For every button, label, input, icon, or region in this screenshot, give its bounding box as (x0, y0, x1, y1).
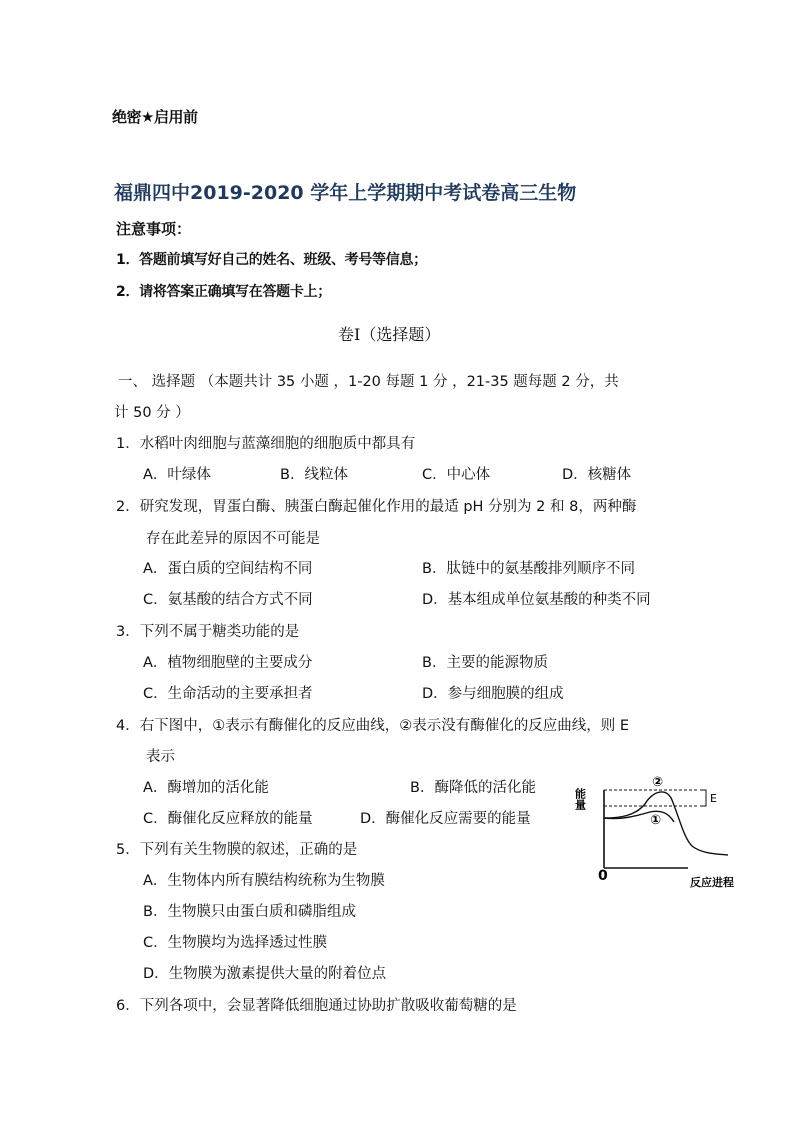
notes-heading: 注意事项： (116, 220, 192, 238)
option: D．参与细胞膜的组成 (422, 686, 564, 702)
question-stem: 4．右下图中，①表示有酶催化的反应曲线，②表示没有酶催化的反应曲线，则 E (116, 718, 629, 734)
curve1-label: ① (650, 813, 662, 828)
part-intro-cont: 计 50 分 ） (114, 405, 190, 421)
question-stem-cont: 表示 (146, 749, 175, 765)
part-intro: 一、 选择题 （本题共计 35 小题 ，1-20 每题 1 分 ，21-35 题每题 2 分，共 (118, 374, 619, 390)
question-stem-cont: 存在此差异的原因不可能是 (146, 531, 320, 547)
option: D．酶催化反应需要的能量 (360, 811, 531, 827)
note-item: 2．请将答案正确填写在答题卡上； (116, 284, 331, 300)
option: A．叶绿体 (143, 467, 211, 483)
note-item: 1．答题前填写好自己的姓名、班级、考号等信息； (116, 252, 427, 268)
question-stem: 3．下列不属于糖类功能的是 (116, 624, 300, 640)
option: C．生命活动的主要承担者 (143, 686, 313, 702)
option: D．核糖体 (562, 467, 632, 483)
exam-title: 福鼎四中2019-2020 学年上学期期中考试卷高三生物 (114, 182, 577, 204)
option: A．植物细胞壁的主要成分 (143, 655, 313, 671)
curve-enzyme (604, 811, 674, 822)
option: B．肽链中的氨基酸排列顺序不同 (422, 561, 635, 577)
question-stem: 1．水稻叶肉细胞与蓝藻细胞的细胞质中都具有 (116, 436, 416, 452)
y-axis-label: 能量 (573, 788, 587, 810)
question-stem: 2．研究发现，胃蛋白酶、胰蛋白酶起催化作用的最适 pH 分别为 2 和 8，两种酶 (116, 499, 637, 515)
section-title: 卷I（选择题） (338, 325, 441, 344)
option: B．主要的能源物质 (422, 655, 548, 671)
option: A．蛋白质的空间结构不同 (143, 561, 313, 577)
origin-label: 0 (598, 868, 608, 884)
option: B．生物膜只由蛋白质和磷脂组成 (143, 904, 356, 920)
option: D．基本组成单位氨基酸的种类不同 (422, 592, 651, 608)
energy-reaction-graph (573, 768, 760, 898)
x-axis-label: 反应进程 (690, 876, 734, 889)
question-stem: 6．下列各项中，会显著降低细胞通过协助扩散吸收葡萄糖的是 (116, 998, 517, 1014)
curve2-label: ② (652, 775, 664, 790)
e-bracket (700, 790, 706, 806)
option: A．生物体内所有膜结构统称为生物膜 (143, 873, 385, 889)
option: C．酶催化反应释放的能量 (143, 811, 313, 827)
option: B．线粒体 (280, 467, 348, 483)
option: C．中心体 (422, 467, 491, 483)
option: C．生物膜均为选择透过性膜 (143, 935, 328, 951)
confidential-mark: 绝密★启用前 (112, 108, 198, 126)
option: C．氨基酸的结合方式不同 (143, 592, 313, 608)
question-stem: 5．下列有关生物膜的叙述，正确的是 (116, 842, 358, 858)
e-label: E (710, 792, 717, 805)
option: D．生物膜为激素提供大量的附着位点 (143, 966, 387, 982)
option: A．酶增加的活化能 (143, 780, 269, 796)
option: B．酶降低的活化能 (410, 780, 536, 796)
